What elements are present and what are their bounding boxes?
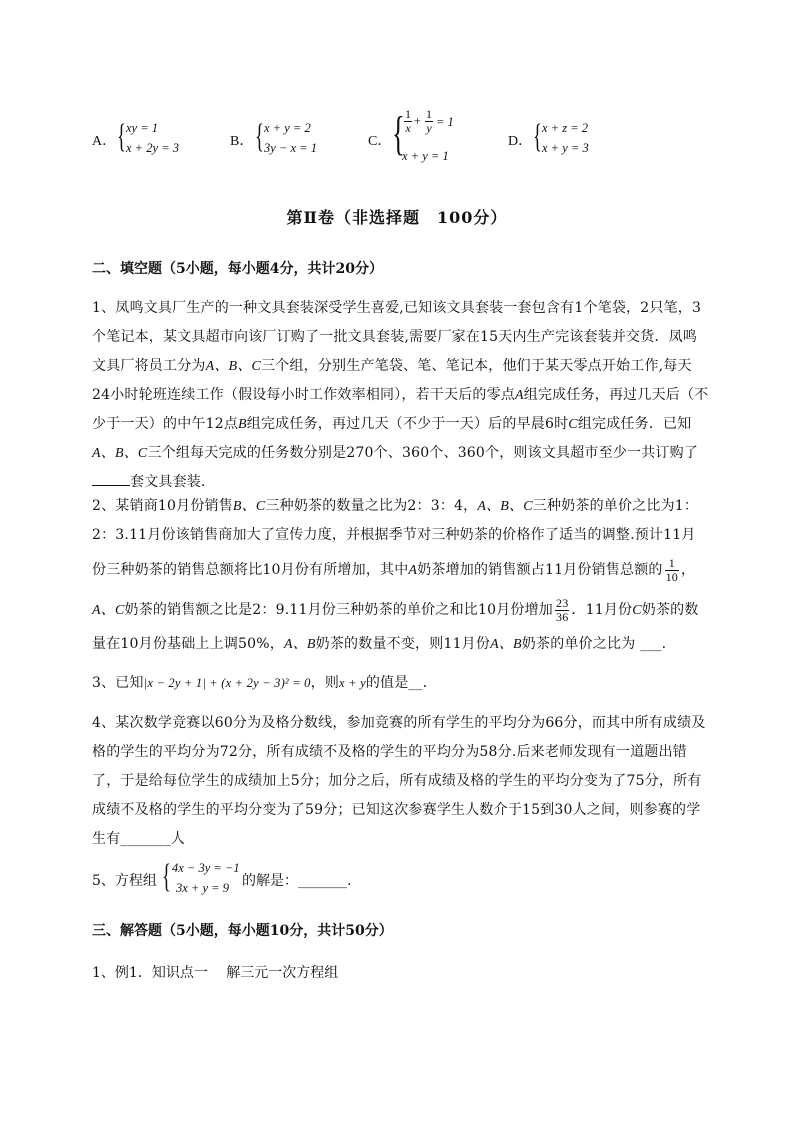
option-c-frac2: $\frac{1}{y}$ — [426, 107, 432, 135]
fraction: $\frac{23}{36}$ — [556, 595, 569, 624]
question-2: 2、某销商10月份销售B、C三种奶茶的数量之比为2：3：4，A、B、C三种奶茶的单价之比为1： 2：3.11月份该销售商加大了宣传力度，并根据季节对三种奶茶的价格作了适当的调整.预计11月 份三种奶茶的销售总额将比10月份有所增加，其中A奶茶增加的销售额占11月份销售总额的 $\frac{1}{10}$ ， A、C奶茶的销售额之比是2：9.11月份三种奶茶的单价之和比10月份增加 $\frac{23}{36}$ ．11月份C奶茶的数 量在10月份基础上上调50%，A、B奶茶的数量不变，则11月份A、B奶茶的单价之比为 ___. — [92, 492, 717, 659]
option-a-eq2: x + 2y = 3 — [126, 141, 179, 155]
option-c-rhs: = 1 — [436, 115, 454, 129]
option-c: C． { $\frac{1}{x}$ + $\frac{1}{y}$ = 1 x + y = 1 — [368, 106, 478, 168]
q2-line2: 2：3.11月份该销售商加大了宣传力度，并根据季节对三种奶茶的价格作了适当的调整.预计11月 — [92, 527, 696, 543]
question-3: 3、已知|x − 2y + 1| + (x + 2y − 3)² = 0，则x + y的值是__． — [92, 675, 438, 691]
option-a-letter: A． — [92, 134, 117, 149]
question-1: 1、凤鸣文具厂生产的一种文具套装深受学生喜爱,已知该文具套装一套包含有1个笔袋，2只笔，3 个笔记本，某文具超市向该厂订购了一批文具套装,需要厂家在15天内生产完该套装并交货．凤鸣 文具厂将员工分为A、B、C三个组，分别生产笔袋、笔、笔记本，他们于某天零点开始工作,每天 24小时轮班连续工作（假设每小时工作效率相同），若干天后的零点A组完成任务，再过几天后（不 少于一天）的中午12点B组完成任务，再过几天（不少于一天）后的早晨6时C组完成任务．已知 A、B、C三个组每天完成的任务数分别是270个、360个、360个，则该文具超市至少一共订购了 套文具套装． — [92, 294, 717, 497]
option-c-eq2: x + y = 1 — [402, 149, 449, 163]
question-4: 4、某次数学竞赛以60分为及格分数线，参加竞赛的所有学生的平均分为66分，而其中所有成绩及 格的学生的平均分为72分，所有成绩不及格的学生的平均分为58分.后来老师发现有一道题出错 了，于是给每位学生的成绩加上5分；加分之后，所有成绩及格的学生的平均分变为了75分，所有 成绩不及格的学生的平均分变为了59分；已知这次参赛学生人数介于15到30人之间，则参赛的学 生有_______人 — [92, 715, 706, 847]
option-d — [508, 118, 618, 162]
q5-eq1: 4x − 3y = −1 — [172, 861, 240, 875]
option-d-letter: D． — [508, 134, 533, 149]
option-b-letter: B． — [230, 134, 254, 149]
option-a — [92, 118, 202, 162]
q5-eq2: 3x + y = 9 — [176, 881, 229, 895]
option-d-eq2: x + y = 3 — [542, 141, 589, 155]
question-3-1: 1、例1．知识点一 解三元一次方程组 — [92, 965, 339, 981]
option-c-letter: C． — [368, 134, 392, 149]
section2-heading: 二、填空题（5小题，每小题4分，共计20分） — [92, 261, 383, 277]
fraction: $\frac{1}{10}$ — [665, 555, 679, 584]
answer-blank — [92, 471, 130, 486]
option-b-eq1: x + y = 2 — [264, 121, 311, 135]
section3-heading: 三、解答题（5小题，每小题10分，共计50分） — [92, 923, 393, 939]
option-a-eq1: xy = 1 — [126, 121, 159, 135]
brace-icon: { — [117, 118, 126, 155]
option-b-eq2: 3y − x = 1 — [264, 141, 317, 155]
part-title: 第Ⅱ卷（非选择题 100分） — [286, 208, 508, 227]
option-d-eq1: x + z = 2 — [542, 121, 589, 135]
q3-expression: |x − 2y + 1| + (x + 2y − 3)² = 0 — [143, 676, 311, 690]
brace-icon: { — [392, 107, 405, 160]
brace-icon: { — [533, 118, 542, 155]
brace-icon: { — [255, 118, 264, 155]
q1-line2: 个笔记本，某文具超市向该厂订购了一批文具套装,需要厂家在15天内生产完该套装并交货．凤鸣 — [92, 329, 698, 345]
option-b — [230, 118, 340, 162]
brace-icon: { — [162, 858, 171, 895]
q1-line1: 1、凤鸣文具厂生产的一种文具套装深受学生喜爱,已知该文具套装一套包含有1个笔袋，2只笔，3 — [92, 300, 702, 316]
option-c-frac1: $\frac{1}{x}$ — [405, 107, 411, 135]
question-5: 5、方程组 { 4x − 3y = −1 3x + y = 9 的解是：_______. — [92, 858, 717, 902]
